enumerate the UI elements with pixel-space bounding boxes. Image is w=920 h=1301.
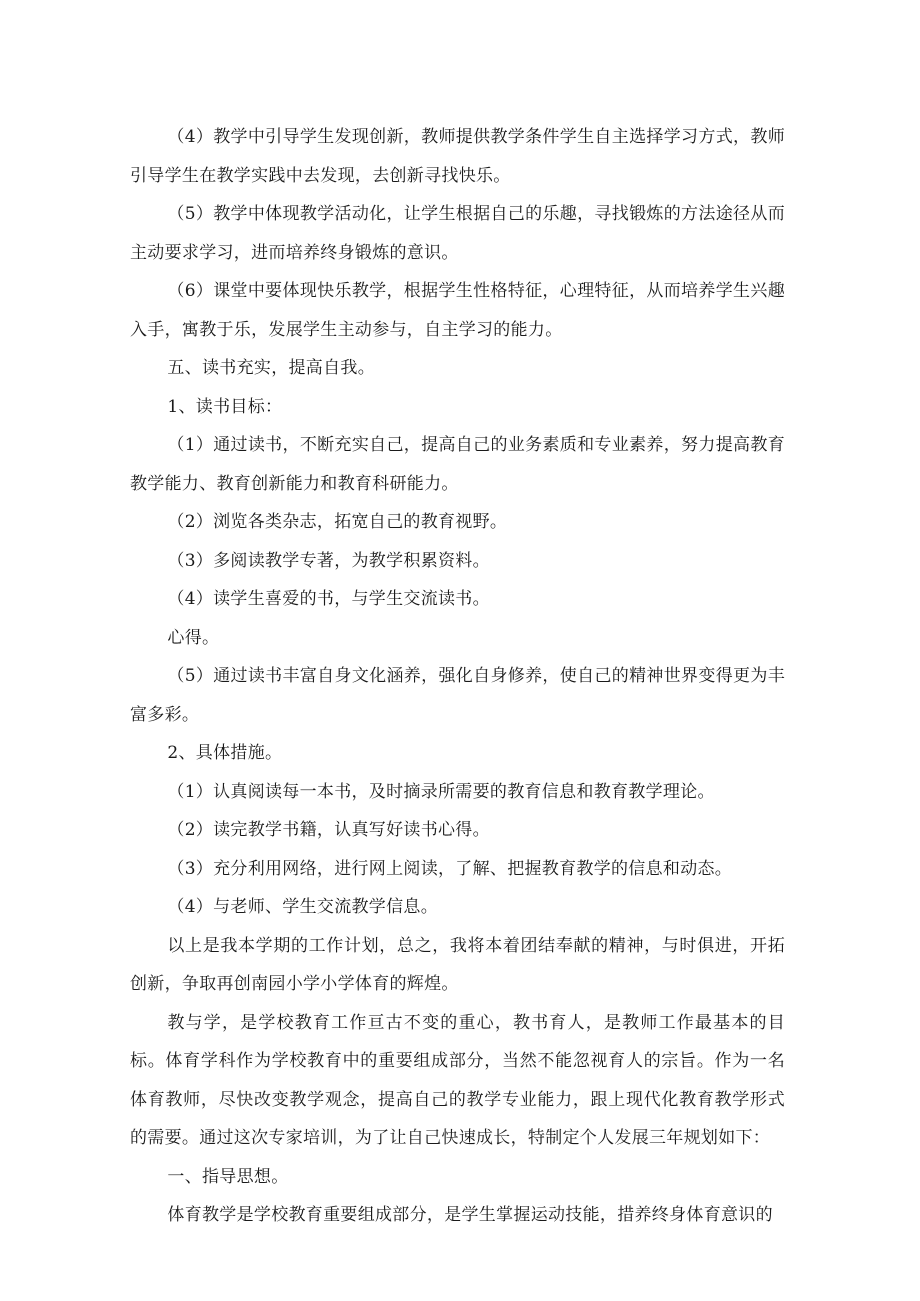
paragraph: （6）课堂中要体现快乐教学，根据学生性格特征，心理特征，从而培养学生兴趣入手，寓教于乐，发展学生主动参与，自主学习的能力。	[130, 281, 785, 340]
paragraph: 以上是我本学期的工作计划，总之，我将本着团结奉献的精神，与时俱进，开拓创新，争取再创南园小学小学体育的辉煌。	[130, 935, 785, 994]
subsection-heading: 1、读书目标：	[167, 396, 283, 417]
paragraph: （3）多阅读教学专著，为教学积累资料。	[167, 550, 490, 571]
paragraph: （3）充分利用网络，进行网上阅读，了解、把握教育教学的信息和动态。	[167, 858, 733, 879]
paragraph: （2）浏览各类杂志，拓宽自己的教育视野。	[167, 512, 508, 532]
paragraph: （4）与老师、学生交流教学信息。	[167, 897, 439, 917]
paragraph: （4）读学生喜爱的书，与学生交流读书。	[167, 589, 490, 609]
subsection-heading: 2、具体措施。	[167, 743, 283, 763]
document-body	[130, 118, 785, 1235]
paragraph: 心得。	[167, 627, 220, 648]
paragraph: 教与学，是学校教育工作亘古不变的重心，教书育人，是教师工作最基本的目标。体育学科作为学校教育中的重要组成部分，当然不能忽视育人的宗旨。作为一名体育教师，尽快改变教学观念，提高自己的教学专业能力，跟上现代化教育教学形式的需要。通过这次专家培训，为了让自己快速成长，特制定个人发展三年规划如下：	[130, 1012, 785, 1148]
paragraph: （2）读完教学书籍，认真写好读书心得。	[167, 820, 490, 840]
section-heading: 一、指导思想。	[167, 1166, 289, 1187]
paragraph: （1）通过读书，不断充实自己，提高自己的业务素质和专业素养，努力提高教育教学能力、教育创新能力和教育科研能力。	[130, 435, 785, 494]
paragraph: （5）教学中体现教学活动化，让学生根据自己的乐趣，寻找锻炼的方法途径从而主动要求学习，进而培养终身锻炼的意识。	[130, 204, 785, 263]
section-heading: 五、读书充实，提高自我。	[167, 358, 375, 378]
paragraph: （1）认真阅读每一本书，及时摘录所需要的教育信息和教育教学理论。	[167, 781, 715, 802]
paragraph: 体育教学是学校教育重要组成部分，是学生掌握运动技能，措养终身体育意识的	[167, 1205, 773, 1225]
paragraph: （5）通过读书丰富自身文化涵养，强化自身修养，使自己的精神世界变得更为丰富多彩。	[130, 666, 785, 725]
paragraph: （4）教学中引导学生发现创新，教师提供教学条件学生自主选择学习方式，教师引导学生在教学实践中去发现，去创新寻找快乐。	[130, 127, 785, 186]
